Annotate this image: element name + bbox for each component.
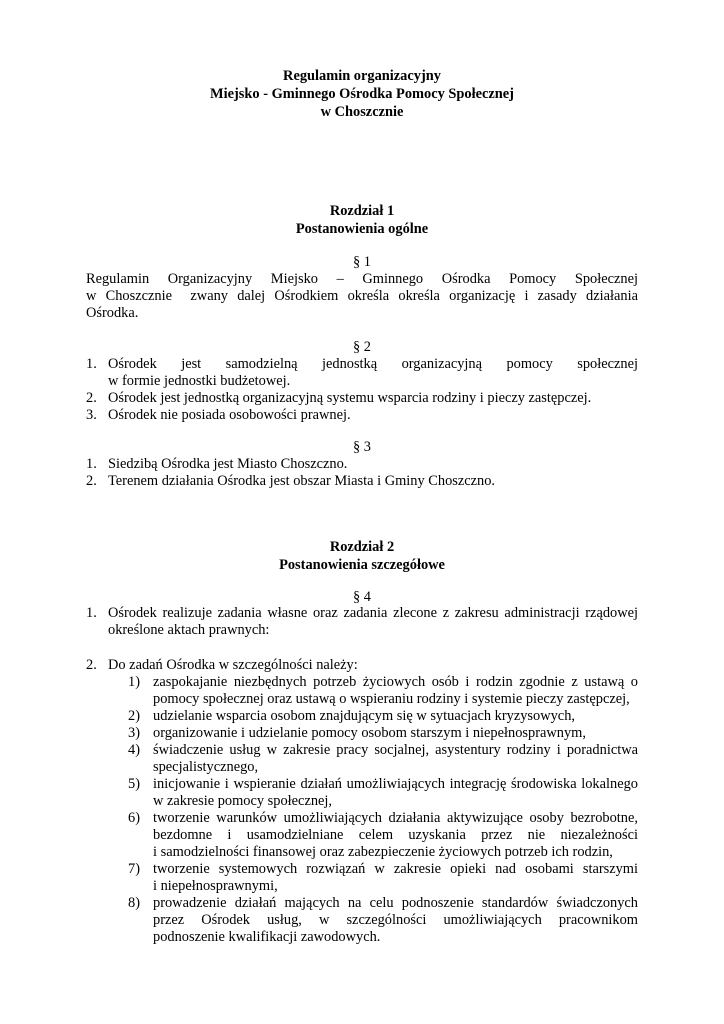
task-line: w zakresie pomocy społecznej, [153, 793, 333, 809]
list-item-line: Ośrodek realizuje zadania własne oraz zadania zlecone z zakresu administracji rządowej [108, 605, 638, 621]
task-item [128, 674, 638, 708]
task-number: 2) [128, 708, 140, 724]
list-item-line: Do zadań Ośrodka w szczególności należy: [108, 657, 358, 673]
task-line: przez Ośrodek usług, w szczególności umożliwiających pracownikom [153, 912, 638, 928]
title-line-2: Miejsko - Gminnego Ośrodka Pomocy Społecznej [210, 86, 514, 102]
task-line: organizowanie i udzielanie pomocy osobom starszym i niepełnosprawnym, [153, 725, 586, 741]
list-item-line: Terenem działania Ośrodka jest obszar Miasta i Gminy Choszczno. [108, 473, 496, 489]
list-item-number: 2. [86, 657, 97, 673]
list-item [86, 605, 638, 639]
title-line-1: Regulamin organizacyjny [283, 68, 441, 84]
chapter-1-number: Rozdział 1 [329, 203, 395, 219]
list-item-number: 1. [86, 356, 97, 372]
list-item [86, 356, 638, 390]
task-number: 4) [128, 742, 140, 758]
paragraph-4-sign: § 4 [353, 589, 371, 605]
task-line: zaspokajanie niezbędnych potrzeb życiowych osób i rodzin zgodnie z ustawą o [153, 674, 638, 690]
task-line: udzielanie wsparcia osobom znajdującym się w sytuacjach kryzysowych, [153, 708, 575, 724]
task-item [128, 725, 638, 742]
task-line: specjalistycznego, [153, 759, 259, 775]
paragraph-1-line: Regulamin Organizacyjny Miejsko – Gminnego Ośrodka Pomocy Społecznej [86, 271, 638, 287]
tasks-list [128, 674, 638, 946]
task-number: 1) [128, 674, 140, 690]
task-line: bezdomne i usamodzielniane celem uzyskania przez nie niezależności [153, 827, 638, 843]
task-line: inicjowanie i wspieranie działań umożliwiających integrację środowiska lokalnego [153, 776, 638, 792]
task-number: 6) [128, 810, 140, 826]
task-line: pomocy społecznej oraz ustawą o wspieraniu rodziny i systemie pieczy zastępczej, [153, 691, 630, 707]
list-item-number: 2. [86, 390, 97, 406]
list-item-line: Siedzibą Ośrodka jest Miasto Choszczno. [108, 456, 348, 472]
task-item [128, 895, 638, 946]
paragraph-4-list [86, 605, 638, 639]
paragraph-1-line: Ośrodka. [86, 305, 139, 321]
paragraph-4-list-2 [86, 657, 638, 674]
task-number: 3) [128, 725, 140, 741]
chapter-2-title: Postanowienia szczegółowe [279, 557, 445, 573]
list-item-line: określone aktach prawnych: [108, 622, 270, 638]
task-number: 7) [128, 861, 140, 877]
list-item [86, 657, 638, 674]
list-item-number: 2. [86, 473, 97, 489]
task-line: podnoszenie kwalifikacji zawodowych. [153, 929, 381, 945]
list-item [86, 390, 638, 407]
paragraph-1-sign: § 1 [353, 254, 371, 270]
chapter-2-heading [86, 539, 638, 575]
task-line: i niepełnosprawnymi, [153, 878, 278, 894]
task-line: tworzenie systemowych rozwiązań w zakresie opieki nad osobami starszymi [153, 861, 638, 877]
paragraph-2-list [86, 356, 638, 424]
list-item-line: Ośrodek nie posiada osobowości prawnej. [108, 407, 351, 423]
task-item [128, 742, 638, 776]
task-item [128, 776, 638, 810]
paragraph-1-text [86, 271, 638, 322]
list-item-number: 3. [86, 407, 97, 423]
chapter-2-number: Rozdział 2 [329, 539, 395, 555]
task-line: prowadzenie działań mających na celu podnoszenie standardów świadczonych [153, 895, 638, 911]
list-item-line: Ośrodek jest jednostką organizacyjną systemu wsparcia rodziny i pieczy zastępczej. [108, 390, 592, 406]
task-line: i samodzielności finansowej oraz zabezpieczenie życiowych potrzeb ich rodzin, [153, 844, 613, 860]
task-number: 5) [128, 776, 140, 792]
task-item [128, 861, 638, 895]
list-item [86, 407, 638, 424]
paragraph-3-list [86, 456, 638, 490]
title-line-3: w Choszcznie [320, 104, 404, 120]
paragraph-1-line: w Choszcznie zwany dalej Ośrodkiem określa określa organizację i zasady działania [86, 288, 638, 304]
document-title [86, 68, 638, 122]
chapter-1-title: Postanowienia ogólne [295, 221, 429, 237]
list-item-number: 1. [86, 456, 97, 472]
chapter-1-heading [86, 203, 638, 239]
task-line: tworzenie warunków umożliwiających działania aktywizujące osoby bezrobotne, [153, 810, 638, 826]
task-number: 8) [128, 895, 140, 911]
list-item-line: w formie jednostki budżetowej. [108, 373, 291, 389]
paragraph-2-sign: § 2 [353, 339, 371, 355]
paragraph-3-sign: § 3 [353, 439, 371, 455]
task-line: świadczenie usług w zakresie pracy socjalnej, asystentury rodziny i poradnictwa [153, 742, 638, 758]
list-item-number: 1. [86, 605, 97, 621]
task-item [128, 810, 638, 861]
list-item [86, 456, 638, 473]
list-item [86, 473, 638, 490]
task-item [128, 708, 638, 725]
list-item-line: Ośrodek jest samodzielną jednostką organizacyjną pomocy społecznej [108, 356, 638, 372]
